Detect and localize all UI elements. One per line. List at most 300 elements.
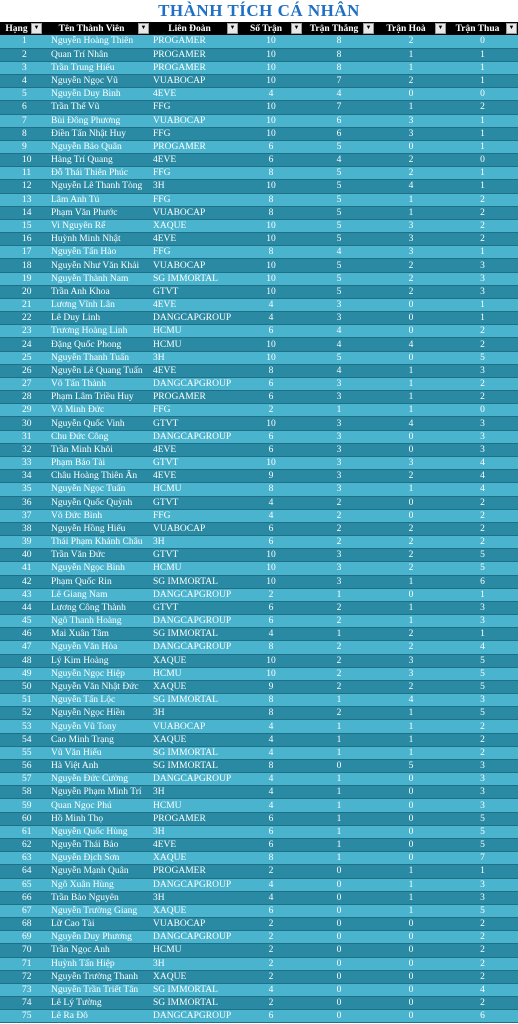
cell-losses: 2	[447, 957, 518, 970]
cell-draws: 2	[375, 154, 447, 167]
cell-rank: 38	[0, 522, 43, 535]
cell-rank: 68	[0, 918, 43, 931]
cell-rank: 41	[0, 562, 43, 575]
cell-team: XAQUE	[150, 680, 239, 693]
cell-played: 6	[239, 601, 303, 614]
cell-played: 6	[239, 812, 303, 825]
cell-draws: 2	[375, 549, 447, 562]
cell-member-name: Huỳnh Tấn Hiệp	[43, 957, 150, 970]
cell-losses: 2	[447, 496, 518, 509]
cell-played: 10	[239, 667, 303, 680]
table-row	[0, 628, 518, 641]
cell-wins: 5	[303, 351, 375, 364]
cell-wins: 4	[303, 154, 375, 167]
cell-played: 4	[239, 496, 303, 509]
cell-member-name: Nguyễn Địch Sơn	[43, 852, 150, 865]
cell-losses: 2	[447, 733, 518, 746]
cell-wins: 5	[303, 180, 375, 193]
cell-wins: 8	[303, 35, 375, 48]
cell-member-name: Ngô Xuân Hùng	[43, 878, 150, 891]
cell-played: 2	[239, 918, 303, 931]
page-title: THÀNH TÍCH CÁ NHÂN	[158, 1, 360, 20]
cell-member-name: Hàng Trí Quang	[43, 154, 150, 167]
cell-played: 4	[239, 733, 303, 746]
cell-team: VUABOCAP	[150, 259, 239, 272]
cell-member-name: Bùi Đông Phương	[43, 114, 150, 127]
cell-played: 10	[239, 61, 303, 74]
table-row	[0, 325, 518, 338]
cell-losses: 5	[447, 680, 518, 693]
cell-rank: 56	[0, 759, 43, 772]
cell-team: PROGAMER	[150, 35, 239, 48]
column-header-win	[303, 22, 375, 35]
cell-draws: 2	[375, 680, 447, 693]
cell-team: SG IMMORTAL	[150, 575, 239, 588]
cell-played: 2	[239, 931, 303, 944]
cell-draws: 3	[375, 114, 447, 127]
cell-draws: 2	[375, 259, 447, 272]
cell-member-name: Châu Hoàng Thiên Ân	[43, 470, 150, 483]
cell-team: 4EVE	[150, 88, 239, 101]
cell-team: 3H	[150, 957, 239, 970]
cell-team: PROGAMER	[150, 140, 239, 153]
cell-played: 6	[239, 443, 303, 456]
cell-wins: 0	[303, 865, 375, 878]
table-row	[0, 272, 518, 285]
cell-draws: 4	[375, 180, 447, 193]
table-row	[0, 457, 518, 470]
cell-wins: 5	[303, 206, 375, 219]
cell-losses: 3	[447, 430, 518, 443]
cell-wins: 5	[303, 233, 375, 246]
cell-draws: 0	[375, 773, 447, 786]
cell-team: VUABOCAP	[150, 114, 239, 127]
cell-draws: 2	[375, 75, 447, 88]
table-row	[0, 483, 518, 496]
cell-losses: 3	[447, 799, 518, 812]
cell-team: GTVT	[150, 549, 239, 562]
cell-member-name: Nguyễn Như Văn Khải	[43, 259, 150, 272]
cell-wins: 2	[303, 680, 375, 693]
cell-draws: 0	[375, 799, 447, 812]
table-row	[0, 140, 518, 153]
cell-team: PROGAMER	[150, 48, 239, 61]
cell-member-name: Lý Kim Hoàng	[43, 654, 150, 667]
cell-wins: 1	[303, 746, 375, 759]
cell-wins: 4	[303, 325, 375, 338]
cell-member-name: Chu Đức Công	[43, 430, 150, 443]
cell-team: PROGAMER	[150, 391, 239, 404]
cell-draws: 1	[375, 206, 447, 219]
cell-member-name: Nguyễn Quốc Vinh	[43, 417, 150, 430]
cell-draws: 1	[375, 904, 447, 917]
cell-played: 4	[239, 720, 303, 733]
table-row	[0, 75, 518, 88]
cell-played: 6	[239, 904, 303, 917]
cell-played: 6	[239, 522, 303, 535]
cell-losses: 2	[447, 944, 518, 957]
cell-member-name: Trần Ngọc Anh	[43, 944, 150, 957]
cell-team: 4EVE	[150, 233, 239, 246]
cell-member-name: Cao Minh Trạng	[43, 733, 150, 746]
cell-team: GTVT	[150, 417, 239, 430]
cell-played: 6	[239, 154, 303, 167]
cell-draws: 3	[375, 246, 447, 259]
table-row	[0, 707, 518, 720]
table-row	[0, 35, 518, 48]
cell-rank: 47	[0, 641, 43, 654]
cell-played: 8	[239, 193, 303, 206]
cell-draws: 1	[375, 575, 447, 588]
table-row	[0, 957, 518, 970]
table-row	[0, 615, 518, 628]
table-row	[0, 641, 518, 654]
cell-draws: 0	[375, 1010, 447, 1023]
cell-team: FFG	[150, 193, 239, 206]
cell-team: HCMU	[150, 483, 239, 496]
table-row	[0, 983, 518, 996]
table-row	[0, 259, 518, 272]
cell-rank: 32	[0, 443, 43, 456]
cell-team: HCMU	[150, 325, 239, 338]
cell-losses: 2	[447, 101, 518, 114]
table-row	[0, 759, 518, 772]
table-row	[0, 667, 518, 680]
table-row	[0, 575, 518, 588]
cell-losses: 3	[447, 601, 518, 614]
cell-rank: 69	[0, 931, 43, 944]
cell-rank: 21	[0, 298, 43, 311]
cell-team: SG IMMORTAL	[150, 746, 239, 759]
cell-draws: 1	[375, 733, 447, 746]
cell-member-name: Trần Trung Hiếu	[43, 61, 150, 74]
cell-member-name: Nguyễn Quốc Hùng	[43, 825, 150, 838]
cell-draws: 4	[375, 338, 447, 351]
cell-wins: 4	[303, 246, 375, 259]
cell-team: VUABOCAP	[150, 75, 239, 88]
cell-rank: 4	[0, 75, 43, 88]
cell-rank: 26	[0, 364, 43, 377]
table-row	[0, 799, 518, 812]
cell-draws: 1	[375, 377, 447, 390]
cell-wins: 3	[303, 417, 375, 430]
cell-wins: 2	[303, 707, 375, 720]
cell-member-name: Nguyễn Duy Bình	[43, 88, 150, 101]
cell-draws: 1	[375, 48, 447, 61]
cell-draws: 2	[375, 641, 447, 654]
cell-played: 10	[239, 417, 303, 430]
cell-rank: 24	[0, 338, 43, 351]
cell-rank: 73	[0, 983, 43, 996]
cell-wins: 1	[303, 812, 375, 825]
filter-dropdown-icon[interactable]: ▼	[506, 23, 517, 34]
cell-rank: 5	[0, 88, 43, 101]
cell-member-name: Ngô Thanh Hoàng	[43, 615, 150, 628]
cell-wins: 5	[303, 272, 375, 285]
cell-rank: 75	[0, 1010, 43, 1023]
filter-dropdown-icon[interactable]: ▼	[227, 23, 238, 34]
cell-played: 8	[239, 694, 303, 707]
column-header-team	[150, 22, 239, 35]
cell-rank: 33	[0, 457, 43, 470]
cell-played: 8	[239, 483, 303, 496]
cell-losses: 3	[447, 272, 518, 285]
cell-played: 4	[239, 891, 303, 904]
cell-rank: 44	[0, 601, 43, 614]
cell-losses: 2	[447, 193, 518, 206]
cell-team: 3H	[150, 891, 239, 904]
cell-losses: 5	[447, 904, 518, 917]
cell-losses: 1	[447, 180, 518, 193]
cell-losses: 3	[447, 878, 518, 891]
filter-dropdown-icon[interactable]: ▼	[435, 23, 446, 34]
table-row	[0, 773, 518, 786]
cell-draws: 2	[375, 35, 447, 48]
cell-member-name: Trần Bảo Nguyên	[43, 891, 150, 904]
cell-wins: 1	[303, 694, 375, 707]
cell-wins: 0	[303, 891, 375, 904]
cell-member-name: Trần Văn Đức	[43, 549, 150, 562]
cell-team: 4EVE	[150, 298, 239, 311]
cell-played: 10	[239, 114, 303, 127]
column-header-played	[239, 22, 303, 35]
cell-wins: 8	[303, 48, 375, 61]
filter-dropdown-icon[interactable]: ▼	[31, 23, 42, 34]
cell-member-name: Nguyễn Mạnh Quân	[43, 865, 150, 878]
cell-losses: 3	[447, 443, 518, 456]
cell-rank: 49	[0, 667, 43, 680]
cell-team: FFG	[150, 509, 239, 522]
cell-rank: 65	[0, 878, 43, 891]
cell-rank: 60	[0, 812, 43, 825]
cell-draws: 3	[375, 127, 447, 140]
cell-draws: 0	[375, 983, 447, 996]
table-row	[0, 496, 518, 509]
cell-rank: 70	[0, 944, 43, 957]
cell-rank: 51	[0, 694, 43, 707]
cell-member-name: Nguyễn Phạm Minh Trí	[43, 786, 150, 799]
cell-losses: 3	[447, 285, 518, 298]
cell-member-name: Nguyễn Quốc Quỳnh	[43, 496, 150, 509]
cell-team: DANGCAPGROUP	[150, 312, 239, 325]
cell-member-name: Hà Việt Anh	[43, 759, 150, 772]
cell-played: 4	[239, 786, 303, 799]
cell-losses: 5	[447, 812, 518, 825]
cell-losses: 1	[447, 140, 518, 153]
cell-member-name: Lê Giang Nam	[43, 588, 150, 601]
cell-losses: 4	[447, 641, 518, 654]
cell-rank: 55	[0, 746, 43, 759]
cell-member-name: Nguyễn Hoàng Thiên	[43, 35, 150, 48]
cell-draws: 1	[375, 746, 447, 759]
cell-wins: 3	[303, 391, 375, 404]
cell-team: XAQUE	[150, 904, 239, 917]
cell-member-name: Phạm Lâm Triều Huy	[43, 391, 150, 404]
cell-wins: 3	[303, 430, 375, 443]
cell-losses: 1	[447, 246, 518, 259]
cell-losses: 1	[447, 75, 518, 88]
cell-played: 8	[239, 167, 303, 180]
cell-member-name: Huỳnh Minh Nhật	[43, 233, 150, 246]
cell-rank: 45	[0, 615, 43, 628]
cell-played: 6	[239, 536, 303, 549]
table-row	[0, 312, 518, 325]
column-label-rank: Hạng	[5, 23, 28, 34]
cell-team: GTVT	[150, 457, 239, 470]
cell-draws: 0	[375, 496, 447, 509]
table-row	[0, 733, 518, 746]
cell-losses: 2	[447, 997, 518, 1010]
cell-losses: 4	[447, 470, 518, 483]
cell-rank: 66	[0, 891, 43, 904]
cell-team: PROGAMER	[150, 61, 239, 74]
cell-losses: 1	[447, 127, 518, 140]
filter-dropdown-icon[interactable]: ▼	[363, 23, 374, 34]
cell-member-name: Vũ Văn Hiếu	[43, 746, 150, 759]
cell-rank: 42	[0, 575, 43, 588]
cell-played: 8	[239, 852, 303, 865]
cell-member-name: Nguyễn Vũ Tony	[43, 720, 150, 733]
cell-member-name: Nguyễn Lê Quang Tuấn	[43, 364, 150, 377]
column-label-team: Liên Đoàn	[168, 23, 211, 34]
cell-losses: 2	[447, 206, 518, 219]
cell-losses: 4	[447, 457, 518, 470]
cell-losses: 1	[447, 298, 518, 311]
column-label-draw: Trận Hoà	[386, 23, 426, 34]
cell-wins: 1	[303, 825, 375, 838]
cell-wins: 5	[303, 285, 375, 298]
cell-rank: 16	[0, 233, 43, 246]
cell-draws: 0	[375, 825, 447, 838]
cell-wins: 5	[303, 259, 375, 272]
cell-rank: 1	[0, 35, 43, 48]
table-row	[0, 127, 518, 140]
cell-played: 2	[239, 865, 303, 878]
table-row	[0, 904, 518, 917]
table-row	[0, 509, 518, 522]
cell-member-name: Quan Ngọc Phú	[43, 799, 150, 812]
cell-wins: 3	[303, 443, 375, 456]
cell-played: 4	[239, 628, 303, 641]
cell-rank: 14	[0, 206, 43, 219]
table-body	[0, 35, 518, 1023]
cell-rank: 17	[0, 246, 43, 259]
cell-team: 3H	[150, 825, 239, 838]
cell-rank: 7	[0, 114, 43, 127]
cell-draws: 0	[375, 944, 447, 957]
table-row	[0, 351, 518, 364]
table-row	[0, 931, 518, 944]
cell-played: 4	[239, 88, 303, 101]
cell-wins: 1	[303, 588, 375, 601]
cell-played: 2	[239, 944, 303, 957]
cell-team: 4EVE	[150, 470, 239, 483]
cell-played: 10	[239, 272, 303, 285]
cell-wins: 0	[303, 944, 375, 957]
table-row	[0, 48, 518, 61]
cell-losses: 7	[447, 852, 518, 865]
cell-member-name: Nguyễn Đức Cường	[43, 773, 150, 786]
table-row	[0, 812, 518, 825]
cell-draws: 0	[375, 838, 447, 851]
cell-draws: 0	[375, 852, 447, 865]
cell-losses: 5	[447, 549, 518, 562]
cell-draws: 1	[375, 404, 447, 417]
cell-wins: 2	[303, 615, 375, 628]
cell-team: SG IMMORTAL	[150, 694, 239, 707]
cell-draws: 1	[375, 61, 447, 74]
cell-played: 10	[239, 101, 303, 114]
cell-wins: 2	[303, 536, 375, 549]
cell-wins: 5	[303, 140, 375, 153]
table-row	[0, 206, 518, 219]
cell-rank: 15	[0, 219, 43, 232]
cell-losses: 3	[447, 891, 518, 904]
cell-wins: 0	[303, 918, 375, 931]
cell-played: 10	[239, 48, 303, 61]
filter-dropdown-icon[interactable]: ▼	[138, 23, 149, 34]
cell-played: 2	[239, 588, 303, 601]
cell-rank: 54	[0, 733, 43, 746]
cell-losses: 2	[447, 720, 518, 733]
cell-member-name: Vi Nguyên Rể	[43, 219, 150, 232]
cell-draws: 3	[375, 457, 447, 470]
cell-losses: 4	[447, 483, 518, 496]
cell-draws: 1	[375, 101, 447, 114]
cell-wins: 4	[303, 364, 375, 377]
cell-team: HCMU	[150, 944, 239, 957]
cell-team: PROGAMER	[150, 865, 239, 878]
cell-played: 6	[239, 325, 303, 338]
cell-wins: 0	[303, 970, 375, 983]
table-row	[0, 852, 518, 865]
cell-draws: 2	[375, 167, 447, 180]
cell-played: 8	[239, 759, 303, 772]
cell-losses: 2	[447, 970, 518, 983]
cell-wins: 2	[303, 667, 375, 680]
cell-member-name: Nguyễn Thái Bảo	[43, 838, 150, 851]
cell-draws: 0	[375, 351, 447, 364]
cell-team: SG IMMORTAL	[150, 983, 239, 996]
cell-rank: 19	[0, 272, 43, 285]
table-row	[0, 404, 518, 417]
table-row	[0, 720, 518, 733]
cell-played: 2	[239, 957, 303, 970]
cell-member-name: Lê Ra Đô	[43, 1010, 150, 1023]
cell-losses: 6	[447, 1010, 518, 1023]
cell-losses: 2	[447, 377, 518, 390]
cell-team: DANGCAPGROUP	[150, 377, 239, 390]
cell-draws: 1	[375, 364, 447, 377]
cell-rank: 13	[0, 193, 43, 206]
cell-rank: 2	[0, 48, 43, 61]
cell-rank: 35	[0, 483, 43, 496]
cell-rank: 20	[0, 285, 43, 298]
filter-dropdown-icon[interactable]: ▼	[291, 23, 302, 34]
cell-team: DANGCAPGROUP	[150, 615, 239, 628]
cell-losses: 2	[447, 219, 518, 232]
cell-played: 6	[239, 615, 303, 628]
cell-played: 8	[239, 364, 303, 377]
cell-losses: 3	[447, 759, 518, 772]
cell-wins: 3	[303, 470, 375, 483]
cell-draws: 1	[375, 391, 447, 404]
cell-team: 3H	[150, 180, 239, 193]
cell-losses: 2	[447, 325, 518, 338]
cell-wins: 3	[303, 549, 375, 562]
table-row	[0, 470, 518, 483]
cell-rank: 10	[0, 154, 43, 167]
